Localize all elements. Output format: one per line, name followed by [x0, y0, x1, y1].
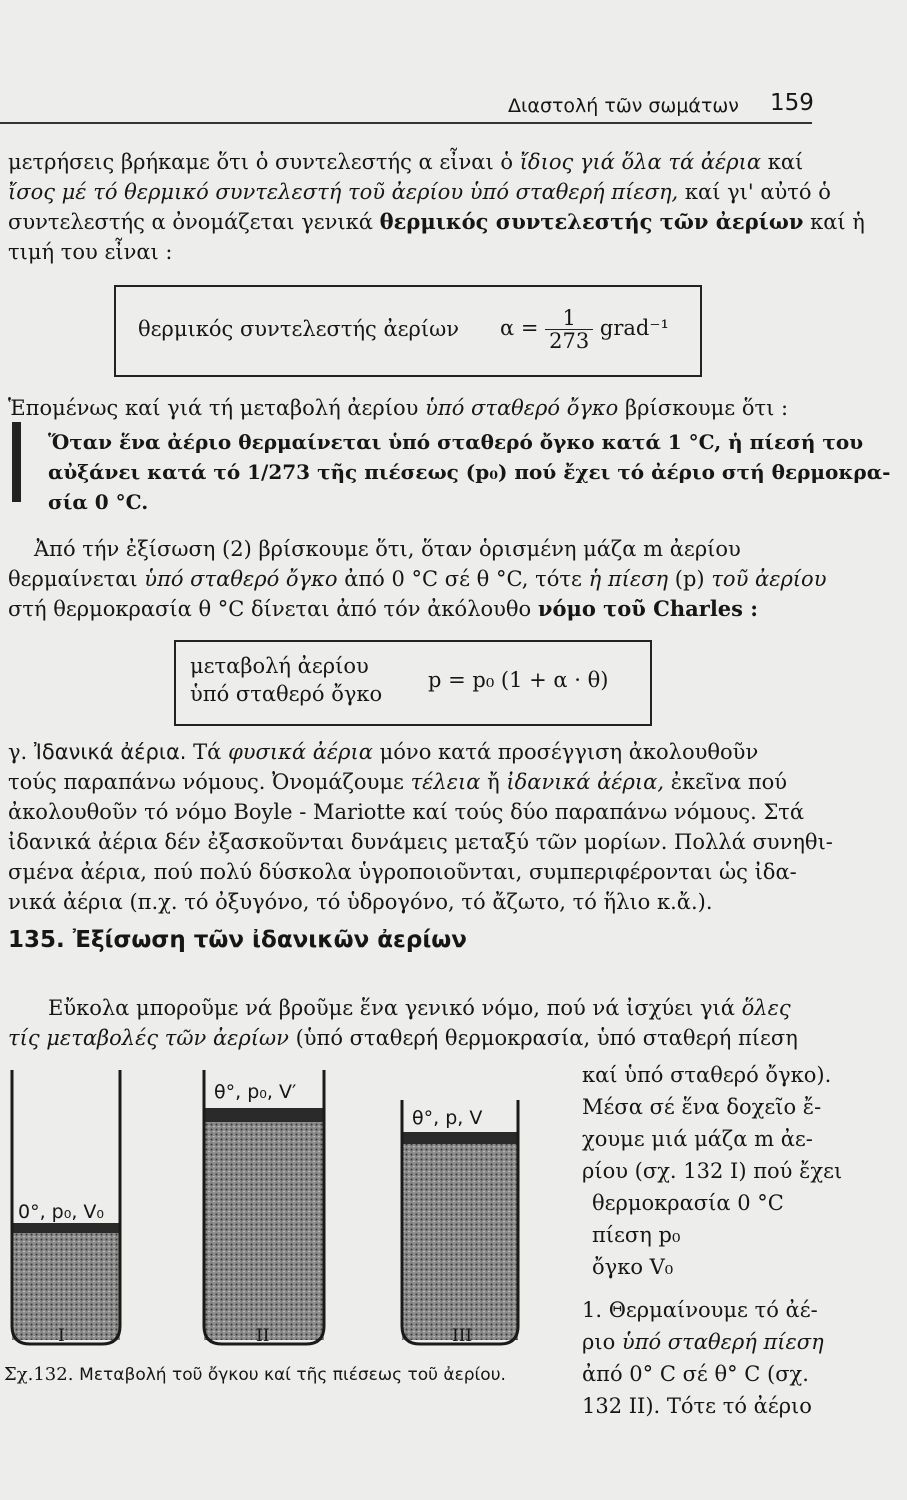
para1-line3 [8, 207, 865, 237]
text-bold: νόμο τοῦ Charles : [537, 596, 759, 621]
right-line9 [582, 1327, 824, 1357]
right-line1: καί ὑπό σταθερό ὄγκο). [582, 1063, 832, 1087]
text: Εὔκολα μποροῦμε νά βροῦμε ἕνα γενικό νόμο, πού νά ἰσχύει γιά [48, 996, 735, 1020]
right-line10: ἀπό 0° C σέ θ° C (σχ. [582, 1362, 809, 1386]
law-line3: σία 0 °C. [48, 490, 149, 514]
text: Ἑπομένως καί γιά τή μεταβολή ἀερίου [8, 396, 419, 420]
box2-formula: p = p₀ (1 + α · θ) [428, 668, 609, 692]
section-title: Ἐξίσωση τῶν ἰδανικῶν ἀερίων [72, 927, 467, 953]
text-italic: φυσικά ἀέρια [228, 740, 373, 764]
figure-num-I: I [58, 1326, 65, 1346]
text: καί γι' αὐτό ὁ [684, 180, 831, 204]
figure-caption [4, 1364, 506, 1385]
text: θερμαίνεται [8, 567, 138, 591]
fraction-numerator: 1 [545, 307, 593, 330]
right-line3: χουμε μιά μάζα m ἀε- [582, 1127, 813, 1151]
law-line1: Ὅταν ἕνα ἀέριο θερμαίνεται ὑπό σταθερό ὄγκο κατά 1 °C, ἡ πίεσή του [48, 430, 864, 454]
container-I [12, 1070, 120, 1344]
figure-num-III: III [452, 1326, 473, 1346]
right-line6: πίεση p₀ [592, 1223, 681, 1247]
text-italic: ὑπό σταθερή πίεση [621, 1330, 824, 1354]
box2-label-2: ὑπό σταθερό ὄγκο [190, 682, 383, 706]
ideal-line6: νικά ἀέρια (π.χ. τό ὀξυγόνο, τό ὑδρογόνο, τό ἄζωτο, τό ἥλιο κ.ἄ.). [8, 890, 713, 914]
text: μετρήσεις βρήκαμε ὅτι ὁ συντελεστής α εἶναι ὁ [8, 150, 514, 174]
text-italic: ἰδανικά ἀέρια, [506, 770, 664, 794]
para2-line [8, 393, 788, 423]
right-line2: Μέσα σέ ἕνα δοχεῖο ἔ- [582, 1095, 822, 1119]
fraction [545, 307, 593, 352]
text: τούς παραπάνω νόμους. Ὀνομάζουμε [8, 770, 404, 794]
text: γ. [8, 740, 28, 764]
text-italic: τέλεια [410, 770, 481, 794]
gas-fill [12, 1230, 120, 1340]
para1-line4: τιμή του εἶναι : [8, 240, 173, 264]
text: στή θερμοκρασία θ °C δίνεται ἀπό τόν ἀκόλουθο [8, 597, 532, 621]
text-bold: θερμικός συντελεστής τῶν ἀερίων [379, 209, 804, 234]
text: (p) [674, 567, 705, 591]
text-italic: ὑπό σταθερό ὄγκο [144, 567, 338, 591]
box1-unit: grad⁻¹ [599, 316, 669, 340]
box2-label-1: μεταβολή ἀερίου [190, 654, 369, 678]
caption-number: Σχ.132. [4, 1364, 74, 1385]
text: μόνο κατά προσέγγιση ἀκολουθοῦν [379, 740, 759, 764]
gas-fill [204, 1120, 324, 1340]
piston-II [204, 1108, 324, 1122]
text-italic: ἡ πίεση [588, 567, 669, 591]
caption-text: Μεταβολή τοῦ ὄγκου καί τῆς πιέσεως τοῦ ἀερίου. [79, 1365, 506, 1385]
text: ριο [582, 1330, 616, 1354]
ideal-line2 [8, 767, 787, 797]
para1-line1 [8, 147, 803, 177]
subheading: Ἰδανικά ἀέρια. [33, 740, 187, 764]
text: Τά [193, 740, 222, 764]
formula-box-thermal-coefficient [114, 285, 702, 377]
right-line4: ρίου (σχ. 132 I) πού ἔχει [582, 1159, 843, 1183]
text-italic: ὑπό σταθερό ὄγκο [425, 396, 619, 420]
text-italic: ἴσος μέ τό θερμικό συντελεστή τοῦ ἀερίου ὑπό σταθερή πίεση, [8, 180, 679, 204]
text-italic: ὅλες [741, 996, 791, 1020]
gas-fill [402, 1142, 518, 1340]
right-line5: θερμοκρασία 0 °C [592, 1191, 784, 1215]
piston-III [402, 1132, 518, 1144]
label-II: θ°, p₀, V′ [214, 1081, 297, 1103]
text: ἤ [487, 770, 500, 794]
box1-lhs: α = [500, 316, 539, 340]
text: καί ἡ [810, 210, 865, 234]
section-number: 135. [8, 927, 65, 953]
text-italic: τίς μεταβολές τῶν ἀερίων [8, 1026, 289, 1050]
ideal-line1 [8, 737, 758, 767]
para4-line2 [8, 1023, 798, 1053]
text: (ὑπό σταθερή θερμοκρασία, ὑπό σταθερή πίεση [295, 1026, 798, 1050]
figure-132-containers [0, 1058, 560, 1358]
running-title: Διαστολή τῶν σωμάτων [508, 95, 739, 117]
label-III: θ°, p, V [412, 1107, 483, 1129]
right-line7: ὄγκο V₀ [592, 1255, 674, 1279]
ideal-line5: σμένα ἀέρια, πού πολύ δύσκολα ὑγροποιοῦνται, συμπεριφέρονται ὡς ἰδα- [8, 860, 797, 884]
right-line8: 1. Θερμαίνουμε τό ἀέ- [582, 1298, 818, 1322]
para3-line3 [8, 594, 758, 624]
para3-line2 [8, 564, 826, 594]
ideal-line3: ἀκολουθοῦν τό νόμο Boyle - Mariotte καί τούς δύο παραπάνω νόμους. Στά [8, 800, 805, 824]
container-II [204, 1070, 324, 1344]
para1-line2 [8, 177, 831, 207]
text: ἐκεῖνα πού [670, 770, 788, 794]
box1-formula [500, 307, 669, 352]
law-sidebar-bar [12, 422, 21, 502]
para4-line1 [48, 993, 791, 1023]
section-heading [8, 927, 467, 953]
text: συντελεστής α ὀνομάζεται γενικά [8, 210, 373, 234]
fraction-denominator: 273 [549, 329, 590, 353]
text-italic: ἴδιος γιά ὅλα τά ἀέρια [519, 150, 762, 174]
container-III [402, 1100, 518, 1344]
figure-num-II: II [256, 1326, 270, 1346]
right-line11: 132 II). Τότε τό ἀέριο [582, 1394, 812, 1418]
piston-I [12, 1223, 120, 1233]
label-I: 0°, p₀, V₀ [18, 1201, 105, 1223]
formula-box-charles-law [174, 640, 652, 726]
text: βρίσκουμε ὅτι : [625, 396, 789, 420]
text: καί [767, 150, 804, 174]
header-rule [0, 122, 812, 124]
page-number: 159 [770, 90, 814, 116]
text-italic: τοῦ ἀερίου [711, 567, 827, 591]
text: ἀπό 0 °C σέ θ °C, τότε [344, 567, 582, 591]
box1-label: θερμικός συντελεστής ἀερίων [138, 317, 460, 341]
ideal-line4: ἰδανικά ἀέρια δέν ἐξασκοῦνται δυνάμεις μεταξύ τῶν μορίων. Πολλά συνηθι- [8, 830, 833, 854]
para3-line1: Ἀπό τήν ἐξίσωση (2) βρίσκουμε ὅτι, ὅταν ὁρισμένη μάζα m ἀερίου [34, 537, 741, 561]
law-line2: αὐξάνει κατά τό 1/273 τῆς πιέσεως (p₀) πού ἔχει τό ἀέριο στή θερμοκρα- [48, 460, 891, 484]
